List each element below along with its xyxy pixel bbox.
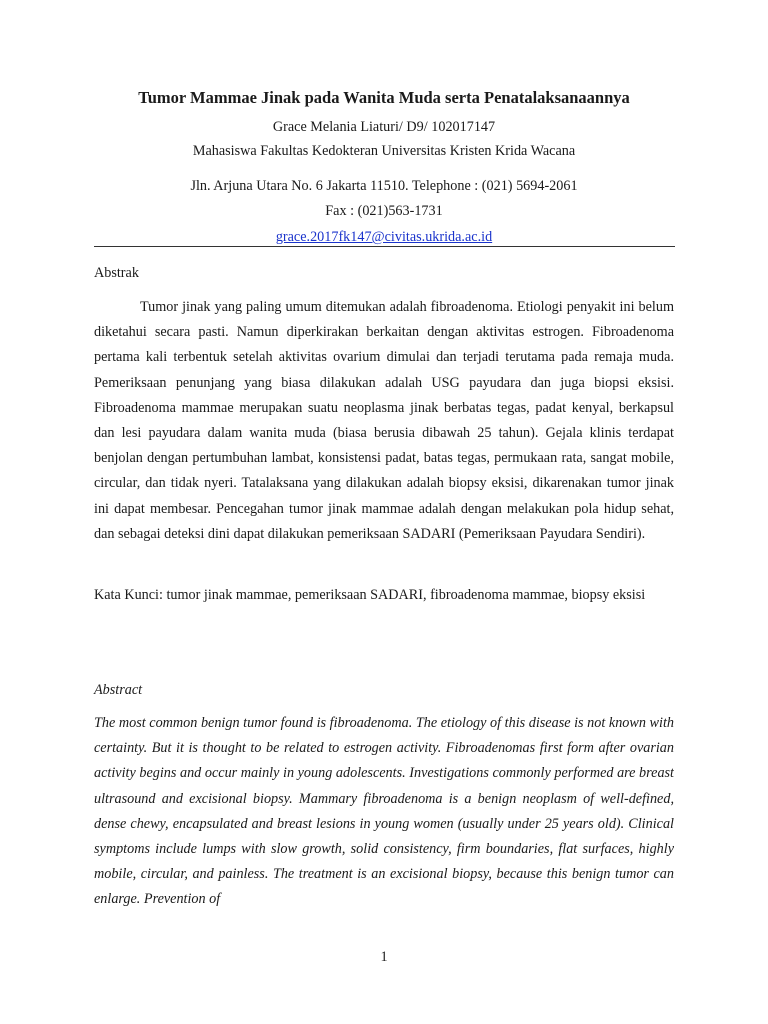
email-line <box>94 228 674 246</box>
abstrak-heading: Abstrak <box>94 265 139 281</box>
header-divider <box>94 246 675 247</box>
paper-title: Tumor Mammae Jinak pada Wanita Muda serta Penatalaksanaannya <box>138 88 630 107</box>
keywords: Kata Kunci: tumor jinak mammae, pemeriksaan SADARI, fibroadenoma mammae, biopsy eksisi <box>94 587 646 603</box>
address-line: Jln. Arjuna Utara No. 6 Jakarta 11510. Telephone : (021) 5694-2061 <box>190 178 578 194</box>
fax-line: Fax : (021)563-1731 <box>325 203 443 219</box>
abstrak-body: Tumor jinak yang paling umum ditemukan adalah fibroadenoma. Etiologi penyakit ini belum diketahui secara pasti. Namun diperkirakan berkaitan dengan aktivitas estrogen. Fibroadenoma pertama kali terbentuk setelah aktivitas ovarium dimulai dan terjadi terutama pada remaja muda. Pemeriksaan penunjang yang biasa dilakukan adalah USG payudara dan juga biopsi eksisi. Fibroadenoma mammae merupakan suatu neoplasma jinak berbatas tegas, padat kenyal, berkapsul dan lesi payudara dalam wanita muda (biasa berusia dibawah 25 tahun). Gejala klinis terdapat benjolan dengan pertumbuhan lambat, konsistensi padat, batas tegas, permukaan rata, sangat mobile, circular, dan tidak nyeri. Tatalaksana yang dilakukan adalah biopsy eksisi, dikarenakan tumor jinak ini dapat membesar. Pencegahan tumor jinak mammae adalah dengan melakukan pola hidup sehat, dan sebagai deteksi dini dapat dilakukan pemeriksaan SADARI (Pemeriksaan Payudara Sendiri). <box>94 299 674 542</box>
affiliation-line: Mahasiswa Fakultas Kedokteran Universitas Kristen Krida Wacana <box>192 143 576 159</box>
email-link[interactable]: grace.2017fk147@civitas.ukrida.ac.id <box>275 229 493 245</box>
abstract-heading: Abstract <box>94 682 143 698</box>
author-line: Grace Melania Liaturi/ D9/ 102017147 <box>272 119 496 135</box>
abstract-body: The most common benign tumor found is fibroadenoma. The etiology of this disease is not known with certainty. But it is thought to be related to estrogen activity. Fibroadenomas first form after ovarian activity begins and occur mainly in young adolescents. Investigations commonly performed are breast ultrasound and excisional biopsy. Mammary fibroadenoma is a benign neoplasm of well-defined, dense chewy, encapsulated and breast lesions in young women (usually under 25 years old). Clinical symptoms include lumps with slow growth, solid consistency, firm boundaries, flat surfaces, highly mobile, circular, and painless. The treatment is an excisional biopsy, because this benign tumor can enlarge. Prevention of <box>94 715 674 908</box>
page-number: 1 <box>380 949 388 965</box>
